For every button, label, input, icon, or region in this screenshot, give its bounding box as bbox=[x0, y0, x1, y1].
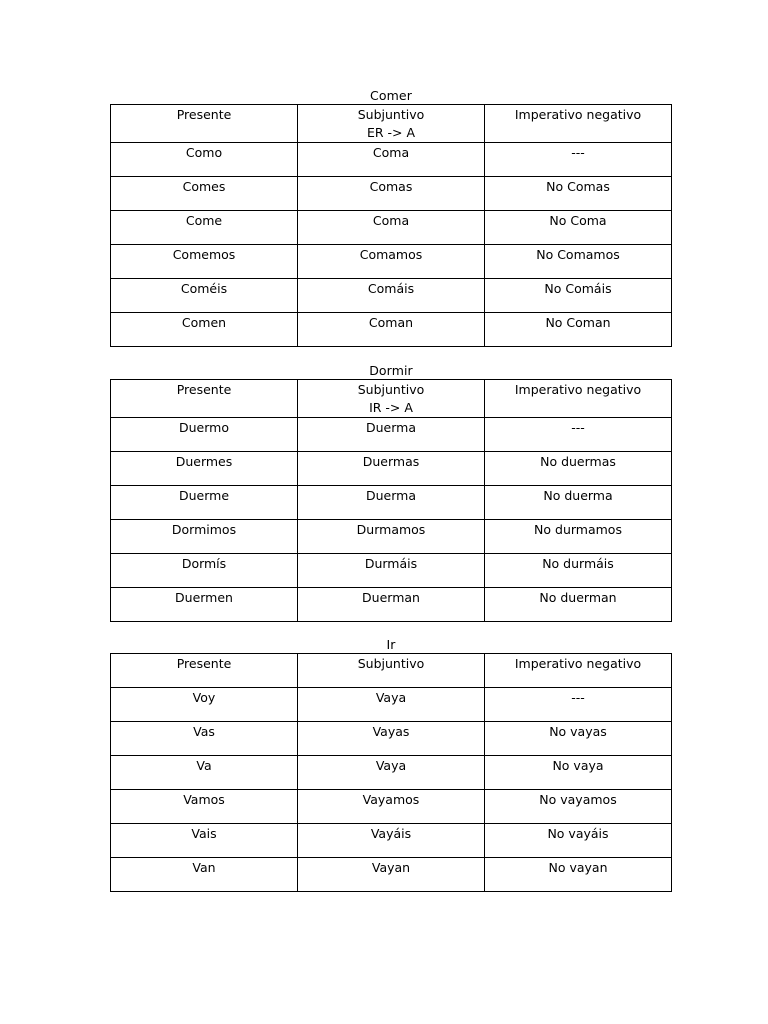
table-cell: No duerma bbox=[485, 486, 672, 520]
table-row bbox=[111, 486, 672, 520]
header-cell: Presente bbox=[111, 654, 298, 688]
table-row bbox=[111, 245, 672, 279]
table-cell: Duerman bbox=[298, 588, 485, 622]
table-cell: Vaya bbox=[298, 756, 485, 790]
table-cell: Come bbox=[111, 211, 298, 245]
table-cell: Dormís bbox=[111, 554, 298, 588]
table-cell: No duermas bbox=[485, 452, 672, 486]
table-cell: Duermas bbox=[298, 452, 485, 486]
table-cell: Comáis bbox=[298, 279, 485, 313]
header-cell: Imperativo negativo bbox=[485, 654, 672, 688]
header-cell: Imperativo negativo bbox=[485, 380, 672, 418]
conjugation-table bbox=[110, 379, 672, 622]
table-row bbox=[111, 211, 672, 245]
header-cell: Presente bbox=[111, 105, 298, 143]
verb-section-comer bbox=[110, 88, 672, 347]
table-row bbox=[111, 452, 672, 486]
table-cell: Coma bbox=[298, 143, 485, 177]
table-cell: Coméis bbox=[111, 279, 298, 313]
table-cell: Duerma bbox=[298, 486, 485, 520]
verb-section-dormir bbox=[110, 363, 672, 622]
table-cell: Vayas bbox=[298, 722, 485, 756]
table-cell: No Coman bbox=[485, 313, 672, 347]
header-cell: Imperativo negativo bbox=[485, 105, 672, 143]
table-cell: No vayamos bbox=[485, 790, 672, 824]
table-cell: Vas bbox=[111, 722, 298, 756]
table-row bbox=[111, 858, 672, 892]
table-row bbox=[111, 722, 672, 756]
table-header-row bbox=[111, 105, 672, 143]
table-row bbox=[111, 279, 672, 313]
table-cell: Van bbox=[111, 858, 298, 892]
header-cell: Subjuntivo IR -> A bbox=[298, 380, 485, 418]
table-cell: No durmamos bbox=[485, 520, 672, 554]
table-cell: Duerma bbox=[298, 418, 485, 452]
table-cell: No vayas bbox=[485, 722, 672, 756]
table-row bbox=[111, 824, 672, 858]
table-title: Ir bbox=[386, 637, 396, 652]
table-cell: No Comáis bbox=[485, 279, 672, 313]
table-cell: Comes bbox=[111, 177, 298, 211]
table-cell: Duermen bbox=[111, 588, 298, 622]
table-cell: --- bbox=[485, 143, 672, 177]
table-cell: No duerman bbox=[485, 588, 672, 622]
table-cell: Vayamos bbox=[298, 790, 485, 824]
table-cell: No durmáis bbox=[485, 554, 672, 588]
table-cell: No vayáis bbox=[485, 824, 672, 858]
header-cell: Subjuntivo bbox=[298, 654, 485, 688]
table-cell: Comamos bbox=[298, 245, 485, 279]
table-row bbox=[111, 588, 672, 622]
table-cell: Voy bbox=[111, 688, 298, 722]
table-cell: Vamos bbox=[111, 790, 298, 824]
table-cell: Vaya bbox=[298, 688, 485, 722]
table-row bbox=[111, 418, 672, 452]
table-cell: Comen bbox=[111, 313, 298, 347]
table-cell: --- bbox=[485, 688, 672, 722]
table-row bbox=[111, 520, 672, 554]
header-cell: Subjuntivo ER -> A bbox=[298, 105, 485, 143]
table-cell: Vais bbox=[111, 824, 298, 858]
table-cell: Va bbox=[111, 756, 298, 790]
table-row bbox=[111, 790, 672, 824]
conjugation-table bbox=[110, 104, 672, 347]
table-cell: Coma bbox=[298, 211, 485, 245]
table-cell: Duermo bbox=[111, 418, 298, 452]
table-cell: Como bbox=[111, 143, 298, 177]
conjugation-table bbox=[110, 653, 672, 892]
table-cell: Dormimos bbox=[111, 520, 298, 554]
table-row bbox=[111, 756, 672, 790]
table-header-row bbox=[111, 654, 672, 688]
table-cell: Comemos bbox=[111, 245, 298, 279]
table-cell: Vayan bbox=[298, 858, 485, 892]
table-title: Dormir bbox=[369, 363, 413, 378]
table-row bbox=[111, 688, 672, 722]
table-cell: Coman bbox=[298, 313, 485, 347]
table-cell: No Comamos bbox=[485, 245, 672, 279]
table-cell: Durmamos bbox=[298, 520, 485, 554]
table-row bbox=[111, 313, 672, 347]
table-row bbox=[111, 177, 672, 211]
table-cell: Duermes bbox=[111, 452, 298, 486]
header-cell: Presente bbox=[111, 380, 298, 418]
table-cell: --- bbox=[485, 418, 672, 452]
table-cell: No Coma bbox=[485, 211, 672, 245]
table-cell: Duerme bbox=[111, 486, 298, 520]
table-cell: Comas bbox=[298, 177, 485, 211]
table-row bbox=[111, 554, 672, 588]
table-title: Comer bbox=[370, 88, 412, 103]
table-cell: No Comas bbox=[485, 177, 672, 211]
table-cell: No vaya bbox=[485, 756, 672, 790]
table-header-row bbox=[111, 380, 672, 418]
table-row bbox=[111, 143, 672, 177]
table-cell: Durmáis bbox=[298, 554, 485, 588]
verb-section-ir bbox=[110, 637, 672, 892]
table-cell: No vayan bbox=[485, 858, 672, 892]
table-cell: Vayáis bbox=[298, 824, 485, 858]
